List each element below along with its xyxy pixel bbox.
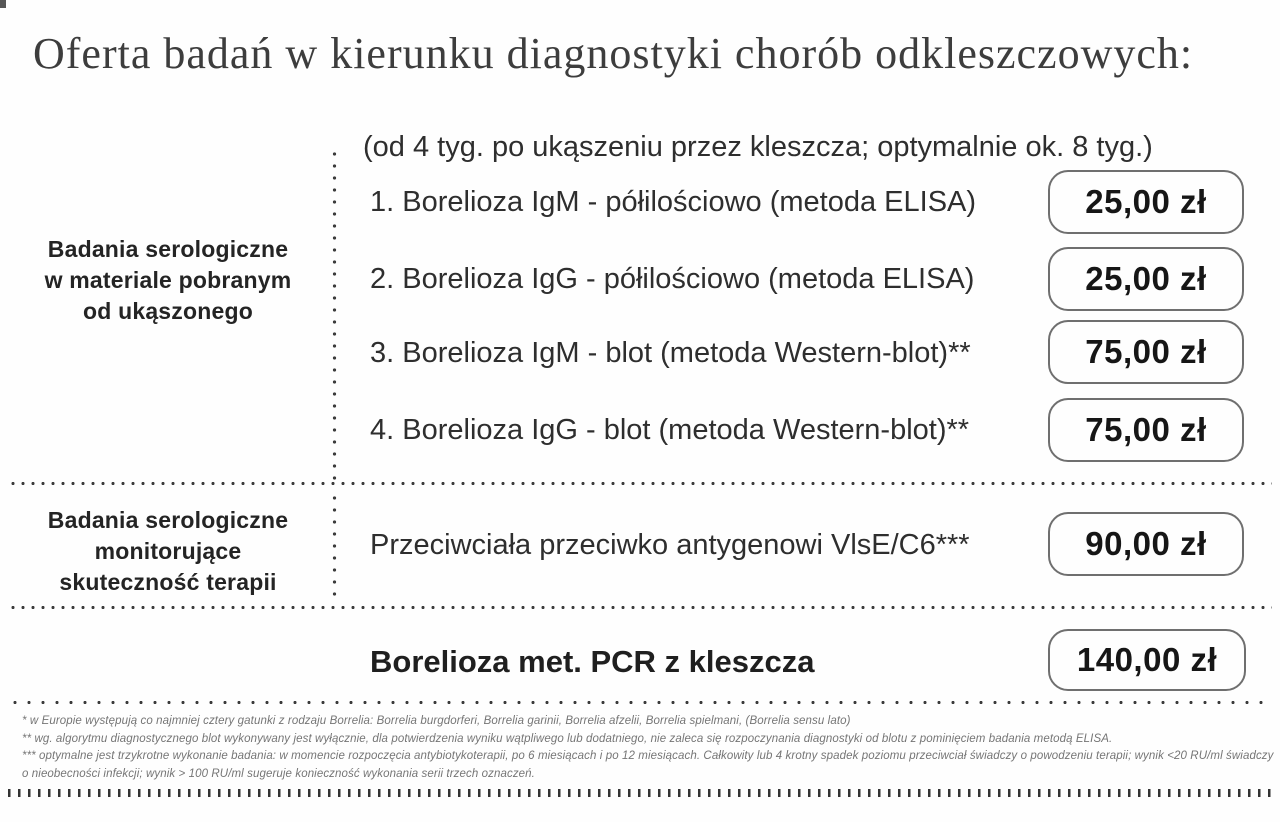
section-label-line: skuteczność terapii xyxy=(59,569,277,595)
section-label-line: monitorujące xyxy=(94,538,242,564)
test-name: 4. Borelioza IgG - blot (metoda Western-blot)** xyxy=(370,414,970,446)
test-name: 1. Borelioza IgM - półilościowo (metoda ELISA) xyxy=(370,186,977,218)
test-name: Borelioza met. PCR z kleszcza xyxy=(370,644,815,679)
price-badge xyxy=(1048,170,1244,234)
price-badge xyxy=(1048,629,1246,691)
page-title: Oferta badań w kierunku diagnostyki chorób odkleszczowych: xyxy=(33,29,1194,78)
price-value: 90,00 zł xyxy=(1085,525,1207,562)
horizontal-dotted-divider xyxy=(8,605,1272,610)
price-value: 25,00 zł xyxy=(1085,260,1207,297)
section-label-line: w materiale pobranym xyxy=(44,267,292,293)
test-name: Przeciwciała przeciwko antygenowi VlsE/C6*** xyxy=(370,529,970,561)
test-name: 3. Borelioza IgM - blot (metoda Western-blot)** xyxy=(370,337,971,369)
horizontal-dotted-divider xyxy=(8,481,1272,486)
section-label-line: Badania serologiczne xyxy=(47,236,289,262)
price-value: 140,00 zł xyxy=(1076,641,1218,678)
section-label-line: od ukąszonego xyxy=(82,298,253,324)
price-badge xyxy=(1048,512,1244,576)
price-value: 75,00 zł xyxy=(1085,333,1207,370)
vertical-dotted-divider xyxy=(332,492,337,604)
scan-artifact xyxy=(0,0,6,8)
price-badge xyxy=(1048,247,1244,311)
vertical-dotted-divider xyxy=(332,148,337,488)
section-label-line: Badania serologiczne xyxy=(47,507,289,533)
price-badge xyxy=(1048,320,1244,384)
footnote-blot-algorithm: ** wg. algorytmu diagnostycznego blot wykonywany jest wyłącznie, dla potwierdzenia wyniku wątpliwego lub dodatniego, nie zaleca się rozpoczynania diagnostyki od blotu z pominięciem badania metodą ELISA. xyxy=(22,732,1113,745)
horizontal-dotted-divider xyxy=(8,700,1272,705)
footnotes-block xyxy=(22,713,1274,783)
section-label-serology-monitoring xyxy=(12,505,324,598)
section-label-serology-bite xyxy=(12,234,324,327)
price-value: 25,00 zł xyxy=(1085,183,1207,220)
test-name: 2. Borelioza IgG - półilościowo (metoda ELISA) xyxy=(370,263,975,295)
price-badge xyxy=(1048,398,1244,462)
footnote-borrelia-species: * w Europie występują co najmniej cztery gatunki z rodzaju Borrelia: Borrelia burgdorferi, Borrelia garinii, Borrelia afzelii, Borrelia spielmani, (Borrelia sensu lato) xyxy=(22,715,851,727)
horizontal-dashed-divider xyxy=(8,789,1272,797)
footnote-vlse-monitoring: *** optymalne jest trzykrotne wykonanie badania: w momencie rozpoczęcia antybiotykoterapii, po 6 miesiącach i po 12 miesiącach. Całkowity lub 4 krotny spadek poziomu przeciwciał świadczy o powodzeniu terapii; wynik <20 RU/ml świadczy o nieobecności infekcji; wynik > 100 RU/ml sugeruje konieczność wykonania serii trzech oznaczeń. xyxy=(22,750,1274,780)
timing-note: (od 4 tyg. po ukąszeniu przez kleszcza; optymalnie ok. 8 tyg.) xyxy=(363,131,1153,163)
price-value: 75,00 zł xyxy=(1085,411,1207,448)
